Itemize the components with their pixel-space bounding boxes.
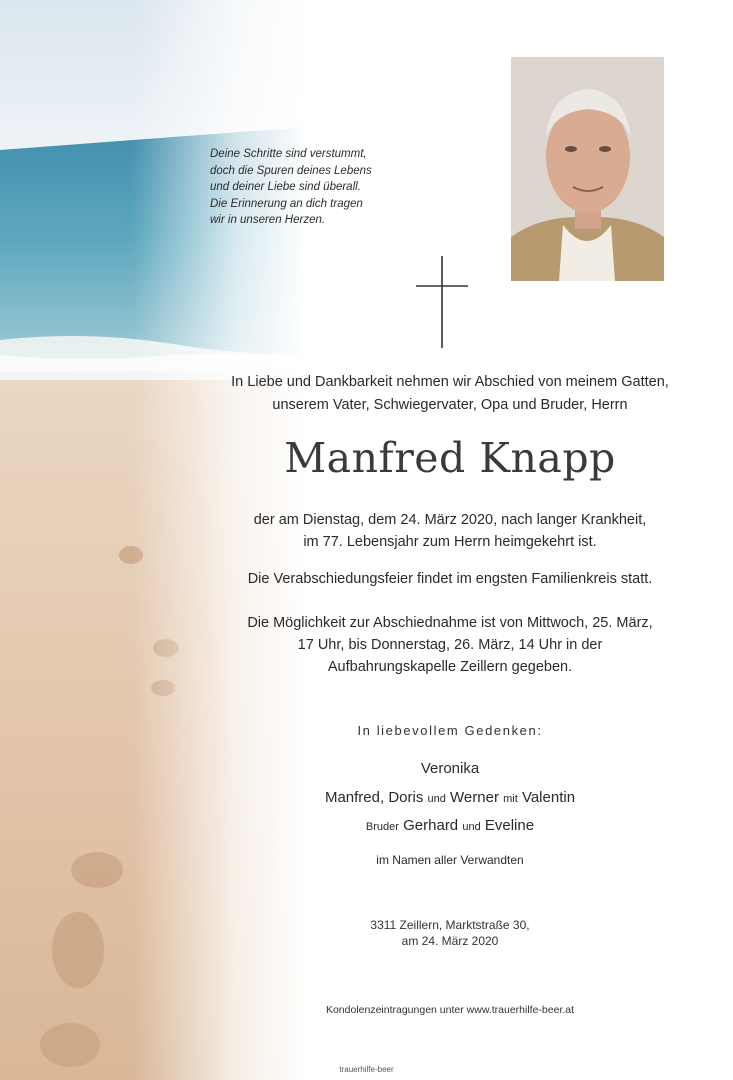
ceremony-notice: Die Verabschiedungsfeier findet im engsten Familienkreis statt. — [247, 571, 653, 587]
cross-icon — [416, 256, 468, 348]
family-names: Werner — [450, 789, 499, 806]
intro-line: In Liebe und Dankbarkeit nehmen wir Abschied von meinem Gatten, — [231, 374, 669, 390]
conjunction: und — [462, 821, 481, 833]
address-date: am 24. März 2020 — [401, 934, 499, 948]
death-notice-line: im 77. Lebensjahr zum Herrn heimgekehrt ist. — [303, 534, 597, 550]
death-notice-line: der am Dienstag, dem 24. März 2020, nach langer Krankheit, — [253, 512, 647, 528]
death-notice — [190, 509, 710, 553]
poem-line: Deine Schritte sind verstummt, — [210, 148, 367, 160]
footer-brand: trauerhilfe-beer — [339, 1065, 394, 1074]
condolence-link: Kondolenzeintragungen unter www.trauerhilfe-beer.at — [325, 1004, 575, 1016]
family-names: Manfred, Doris — [324, 789, 424, 806]
address-line: 3311 Zeillern, Marktstraße 30, — [370, 918, 530, 932]
relation-label: Bruder — [365, 821, 399, 833]
intro-text — [190, 371, 710, 417]
family-names: Gerhard — [403, 817, 459, 834]
memory-heading: In liebevollem Gedenken: — [357, 723, 543, 738]
family-names: Eveline — [484, 817, 535, 834]
intro-line: unserem Vater, Schwiegervater, Opa und Bruder, Herrn — [272, 397, 628, 413]
viewing-line: Die Möglichkeit zur Abschiednahme ist von Mittwoch, 25. März, — [247, 615, 653, 631]
address — [190, 917, 710, 949]
portrait-image — [511, 57, 664, 281]
portrait-photo — [511, 57, 664, 281]
poem-line: und deiner Liebe sind überall. — [210, 181, 361, 193]
conjunction: und — [427, 793, 446, 805]
family-line-3 — [190, 815, 710, 838]
poem — [210, 146, 410, 229]
deceased-name: Manfred Knapp — [284, 434, 616, 482]
family-line-4: im Namen aller Verwandten — [376, 853, 524, 867]
conjunction: mit — [503, 793, 518, 805]
viewing-line: Aufbahrungskapelle Zeillern gegeben. — [327, 659, 573, 675]
family-line-1: Veronika — [420, 760, 480, 777]
poem-line: wir in unseren Herzen. — [210, 214, 326, 226]
poem-line: doch die Spuren deines Lebens — [210, 164, 372, 177]
family-line-2 — [190, 787, 710, 810]
family-names: Valentin — [521, 789, 576, 806]
viewing-line: 17 Uhr, bis Donnerstag, 26. März, 14 Uhr in der — [297, 637, 603, 653]
poem-line: Die Erinnerung an dich tragen — [210, 197, 363, 210]
viewing-notice — [190, 612, 710, 678]
